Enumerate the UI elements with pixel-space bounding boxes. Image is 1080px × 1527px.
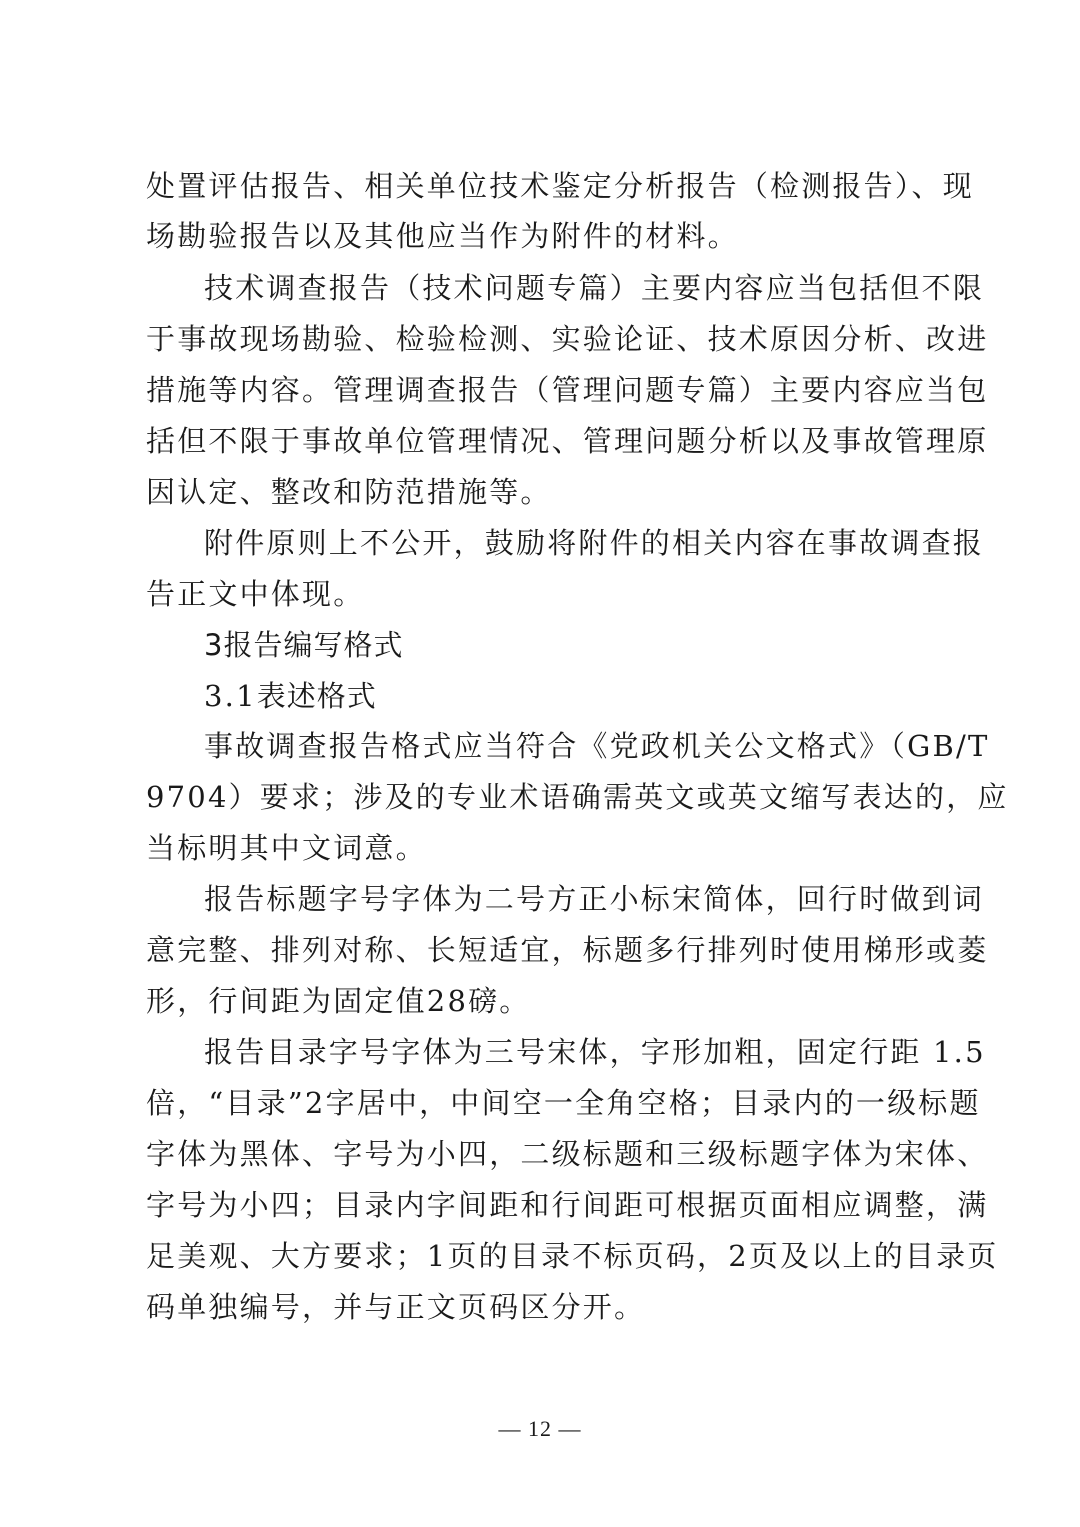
paragraph-line: 码单独编号，并与正文页码区分开。: [146, 1290, 646, 1324]
text-run: 、现: [911, 169, 974, 203]
paragraph-line: 事故调查报告格式应当符合《党政机关公文格式》（GB/T: [204, 729, 990, 763]
text-run: 技术调查报告: [204, 271, 392, 305]
text-run: 主要内容应当包: [770, 373, 989, 407]
subsection-number: 3.1: [204, 679, 257, 713]
paragraph-line: 字号为小四；目录内字间距和行间距可根据页面相应调整，满: [146, 1188, 989, 1222]
paragraph-line: [146, 166, 974, 206]
paragraph-line: 倍，“目录”2字居中，中间空一全角空格；目录内的一级标题: [146, 1086, 981, 1120]
paragraph-line: 附件原则上不公开，鼓励将附件的相关内容在事故调查报: [204, 526, 985, 560]
text-run-emphasis: （检测报告）: [738, 169, 912, 203]
paragraph-line: 括但不限于事故单位管理情况、管理问题分析以及事故管理原: [146, 424, 989, 458]
paragraph-line: 因认定、整改和防范措施等。: [146, 475, 552, 509]
paragraph-line: 形，行间距为固定值28磅。: [146, 984, 531, 1018]
text-run: 主要内容应当包括但不限: [640, 271, 985, 305]
section-heading: [204, 625, 936, 665]
subsection-heading: [204, 676, 936, 716]
paragraph-line: [204, 268, 985, 308]
text-run-emphasis: （技术问题专篇）: [391, 271, 641, 305]
paragraph-line: 当标明其中文词意。: [146, 831, 427, 865]
subsection-title: 表述格式: [256, 679, 377, 713]
text-run-emphasis: （管理问题专篇）: [520, 373, 771, 407]
text-run: 措施等内容。管理调查报告: [146, 373, 521, 407]
paragraph-line: 报告标题字号字体为二号方正小标宋简体，回行时做到词: [204, 882, 985, 916]
paragraph-line: 足美观、大方要求；1页的目录不标页码，2页及以上的目录页: [146, 1239, 999, 1273]
section-number: 3: [204, 628, 224, 662]
paragraph-line: 9704）要求；涉及的专业术语确需英文或英文缩写表达的，应: [146, 780, 1009, 814]
paragraph-line: 告正文中体现。: [146, 577, 365, 611]
paragraph-line: 字体为黑体、字号为小四，二级标题和三级标题字体为宋体、: [146, 1137, 989, 1171]
paragraph-line: 场勘验报告以及其他应当作为附件的材料。: [146, 219, 739, 253]
paragraph-line: 报告目录字号字体为三号宋体，字形加粗，固定行距 1.5: [204, 1035, 986, 1069]
text-run: 处置评估报告、相关单位技术鉴定分析报告: [146, 169, 739, 203]
paragraph-line: [146, 370, 989, 410]
paragraph-line: 意完整、排列对称、长短适宜，标题多行排列时使用梯形或菱: [146, 933, 989, 967]
page-number: — 12 —: [498, 1416, 582, 1441]
paragraph-line: 于事故现场勘验、检验检测、实验论证、技术原因分析、改进: [146, 322, 989, 356]
section-title: 报告编写格式: [223, 628, 404, 662]
